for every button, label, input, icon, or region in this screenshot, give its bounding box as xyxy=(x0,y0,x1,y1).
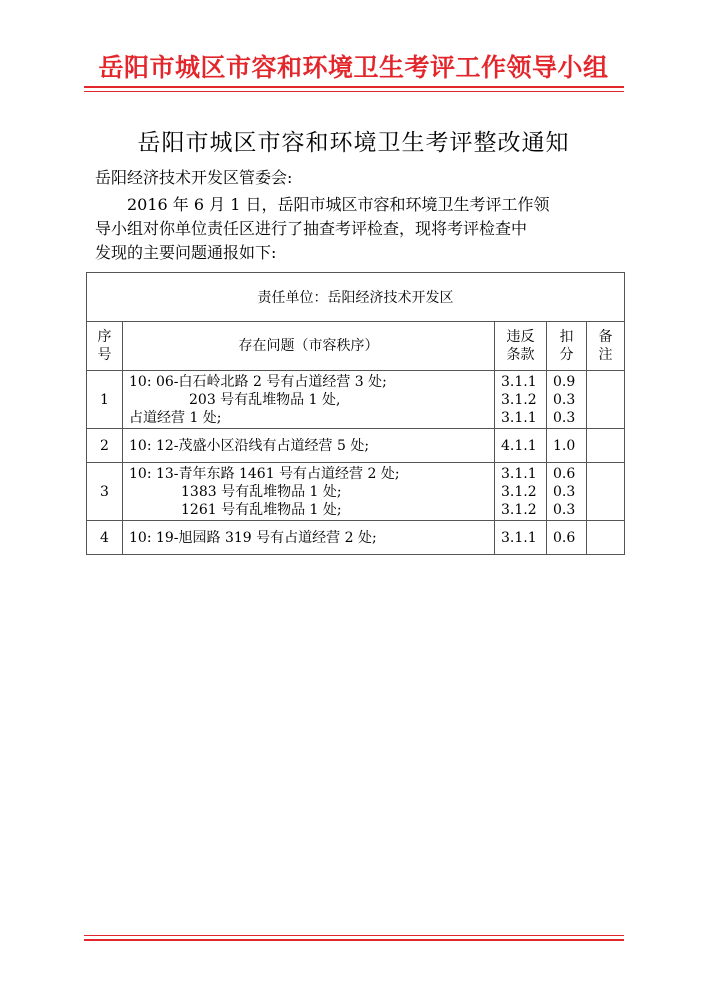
header-note xyxy=(587,322,625,371)
table-row xyxy=(87,521,625,555)
points-line: 0.6 xyxy=(553,529,576,546)
code-line: 3.1.1 xyxy=(501,529,537,546)
letterhead-rule-thin xyxy=(84,91,624,92)
header-code xyxy=(495,322,547,371)
header-points xyxy=(547,322,587,371)
body-line: 发现的主要问题通报如下: xyxy=(95,243,277,262)
issue-line: 10: 06-白石岭北路 2 号有占道经营 3 处; xyxy=(129,373,387,390)
row-note xyxy=(587,521,625,555)
row-seq: 2 xyxy=(87,429,123,463)
row-points xyxy=(547,463,587,521)
issue-line: 10: 12-茂盛小区沿线有占道经营 5 处; xyxy=(129,437,370,454)
header-seq-line: 序 xyxy=(97,329,112,345)
responsible-unit: 责任单位：岳阳经济技术开发区 xyxy=(87,273,625,322)
points-line: 1.0 xyxy=(553,437,576,454)
code-line: 3.1.1 xyxy=(501,465,537,482)
issue-line: 203 号有乱堆物品 1 处, xyxy=(189,391,341,408)
letterhead-title: 岳阳市城区市容和环境卫生考评工作领导小组 xyxy=(98,53,609,82)
row-note xyxy=(587,371,625,429)
row-issues xyxy=(123,429,495,463)
row-seq: 4 xyxy=(87,521,123,555)
issue-line: 10: 13-青年东路 1461 号有占道经营 2 处; xyxy=(129,465,400,482)
row-seq: 1 xyxy=(87,371,123,429)
code-line: 3.1.2 xyxy=(501,501,537,518)
header-seq-line: 号 xyxy=(97,347,112,363)
header-points-line: 扣 xyxy=(559,329,574,345)
header-seq xyxy=(87,322,123,371)
row-codes xyxy=(495,463,547,521)
code-line: 3.1.2 xyxy=(501,391,537,408)
row-issues xyxy=(123,463,495,521)
header-issue: 存在问题（市容秩序） xyxy=(123,322,495,371)
letterhead-rule-thick xyxy=(84,86,624,88)
header-row xyxy=(87,322,625,371)
notice-body xyxy=(95,193,635,265)
issue-line: 占道经营 1 处; xyxy=(129,409,222,426)
points-line: 0.9 xyxy=(553,373,576,390)
row-codes xyxy=(495,371,547,429)
row-points xyxy=(547,371,587,429)
issue-line: 10: 19-旭园路 319 号有占道经营 2 处; xyxy=(129,529,377,546)
points-line: 0.3 xyxy=(553,501,576,518)
inspection-table xyxy=(86,272,625,555)
issue-line: 1261 号有乱堆物品 1 处; xyxy=(181,501,342,518)
row-note xyxy=(587,463,625,521)
notice-title: 岳阳市城区市容和环境卫生考评整改通知 xyxy=(137,130,570,156)
row-points xyxy=(547,521,587,555)
row-codes xyxy=(495,429,547,463)
header-note-line: 备 xyxy=(598,329,613,345)
issue-line: 1383 号有乱堆物品 1 处; xyxy=(181,483,342,500)
footer-rule-thin xyxy=(84,935,624,936)
row-seq: 3 xyxy=(87,463,123,521)
header-code-line: 条款 xyxy=(506,347,535,363)
row-issues xyxy=(123,521,495,555)
table-row xyxy=(87,429,625,463)
row-points xyxy=(547,429,587,463)
code-line: 3.1.2 xyxy=(501,483,537,500)
code-line: 3.1.1 xyxy=(501,409,537,426)
unit-row xyxy=(87,273,625,322)
recipient: 岳阳经济技术开发区管委会: xyxy=(95,168,293,187)
row-codes xyxy=(495,521,547,555)
points-line: 0.3 xyxy=(553,391,576,408)
header-code-line: 违反 xyxy=(506,329,535,345)
code-line: 4.1.1 xyxy=(501,437,537,454)
body-line: 导小组对你单位责任区进行了抽查考评检查，现将考评检查中 xyxy=(95,219,528,238)
body-line: 2016 年 6 月 1 日，岳阳市城区市容和环境卫生考评工作领 xyxy=(127,195,550,214)
code-line: 3.1.1 xyxy=(501,373,537,390)
row-note xyxy=(587,429,625,463)
header-note-line: 注 xyxy=(598,347,613,363)
points-line: 0.6 xyxy=(553,465,576,482)
header-points-line: 分 xyxy=(559,347,574,363)
footer-rule-thick xyxy=(84,939,624,941)
points-line: 0.3 xyxy=(553,483,576,500)
points-line: 0.3 xyxy=(553,409,576,426)
table-row xyxy=(87,463,625,521)
table-row xyxy=(87,371,625,429)
row-issues xyxy=(123,371,495,429)
